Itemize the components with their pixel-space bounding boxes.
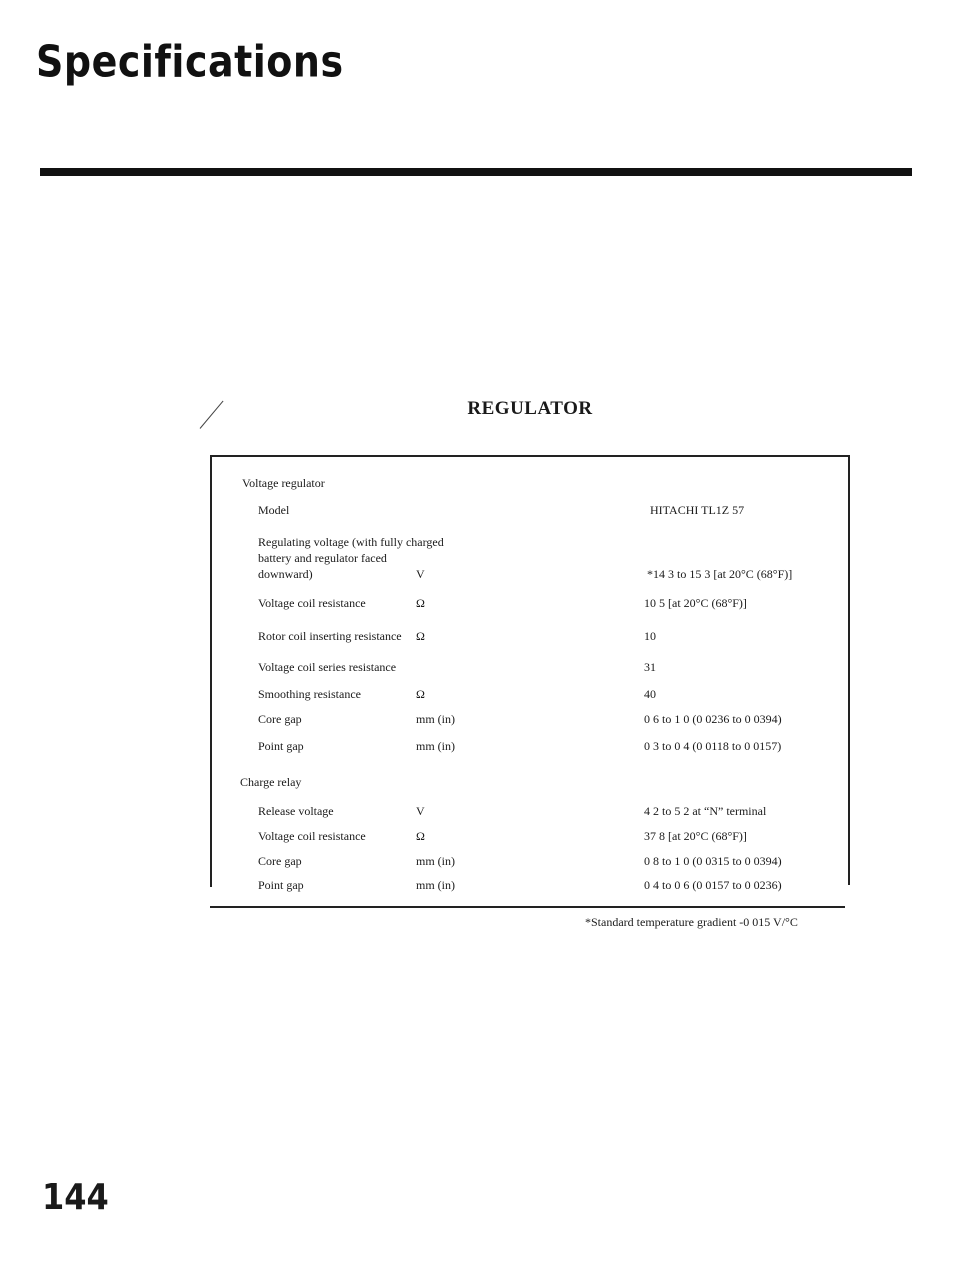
spec-unit: V	[416, 804, 425, 818]
group-label-voltage-regulator: Voltage regulator	[242, 476, 325, 490]
spec-label: Core gap	[258, 854, 302, 868]
spec-label: Voltage coil resistance	[258, 596, 366, 610]
spec-value: *14 3 to 15 3 [at 20°C (68°F)]	[647, 567, 793, 581]
header-rule	[40, 168, 912, 176]
spec-label: Voltage coil series resistance	[258, 660, 397, 674]
table-frame-right	[848, 455, 850, 885]
spec-value: 37 8 [at 20°C (68°F)]	[644, 829, 747, 843]
spec-value: 0 4 to 0 6 (0 0157 to 0 0236)	[644, 878, 782, 892]
spec-label: Voltage coil resistance	[258, 829, 366, 843]
spec-value: 10	[644, 629, 656, 643]
spec-unit: mm (in)	[416, 854, 455, 868]
spec-unit: Ω	[416, 629, 425, 643]
spec-unit: Ω	[416, 596, 425, 610]
spec-value: 40	[644, 687, 656, 701]
page-number: 144	[42, 1176, 109, 1218]
spec-unit: Ω	[416, 687, 425, 701]
spec-label-line: downward)	[258, 567, 313, 581]
spec-value: 0 8 to 1 0 (0 0315 to 0 0394)	[644, 854, 782, 868]
spec-unit: V	[416, 567, 425, 581]
table-frame-left	[210, 455, 212, 887]
spec-label: Point gap	[258, 878, 304, 892]
spec-value: 10 5 [at 20°C (68°F)]	[644, 596, 747, 610]
spec-value: 0 6 to 1 0 (0 0236 to 0 0394)	[644, 712, 782, 726]
spec-label: Point gap	[258, 739, 304, 753]
spec-label: Core gap	[258, 712, 302, 726]
spec-value: 0 3 to 0 4 (0 0118 to 0 0157)	[644, 739, 782, 753]
spec-unit: mm (in)	[416, 739, 455, 753]
page-header-title: Specifications	[36, 36, 344, 87]
spec-label: Smoothing resistance	[258, 687, 361, 701]
spec-unit: mm (in)	[416, 712, 455, 726]
spec-unit: Ω	[416, 829, 425, 843]
spec-row	[258, 534, 858, 588]
spec-unit: mm (in)	[416, 878, 455, 892]
section-title: REGULATOR	[467, 398, 593, 419]
spec-label: Release voltage	[258, 804, 334, 818]
spec-label: Rotor coil inserting resistance	[258, 629, 402, 643]
table-frame-top	[210, 455, 850, 457]
spec-value: HITACHI TL1Z 57	[650, 503, 745, 517]
spec-label-line: Regulating voltage (with fully charged	[258, 535, 444, 549]
group-label-charge-relay: Charge relay	[240, 775, 302, 789]
spec-value: 31	[644, 660, 656, 674]
footnote: *Standard temperature gradient -0 015 V/°C	[585, 915, 798, 929]
spec-value: 4 2 to 5 2 at “N” terminal	[644, 804, 767, 818]
table-frame-bottom	[210, 906, 845, 908]
spec-label-line: battery and regulator faced	[258, 551, 387, 565]
spec-label: Model	[258, 503, 290, 517]
